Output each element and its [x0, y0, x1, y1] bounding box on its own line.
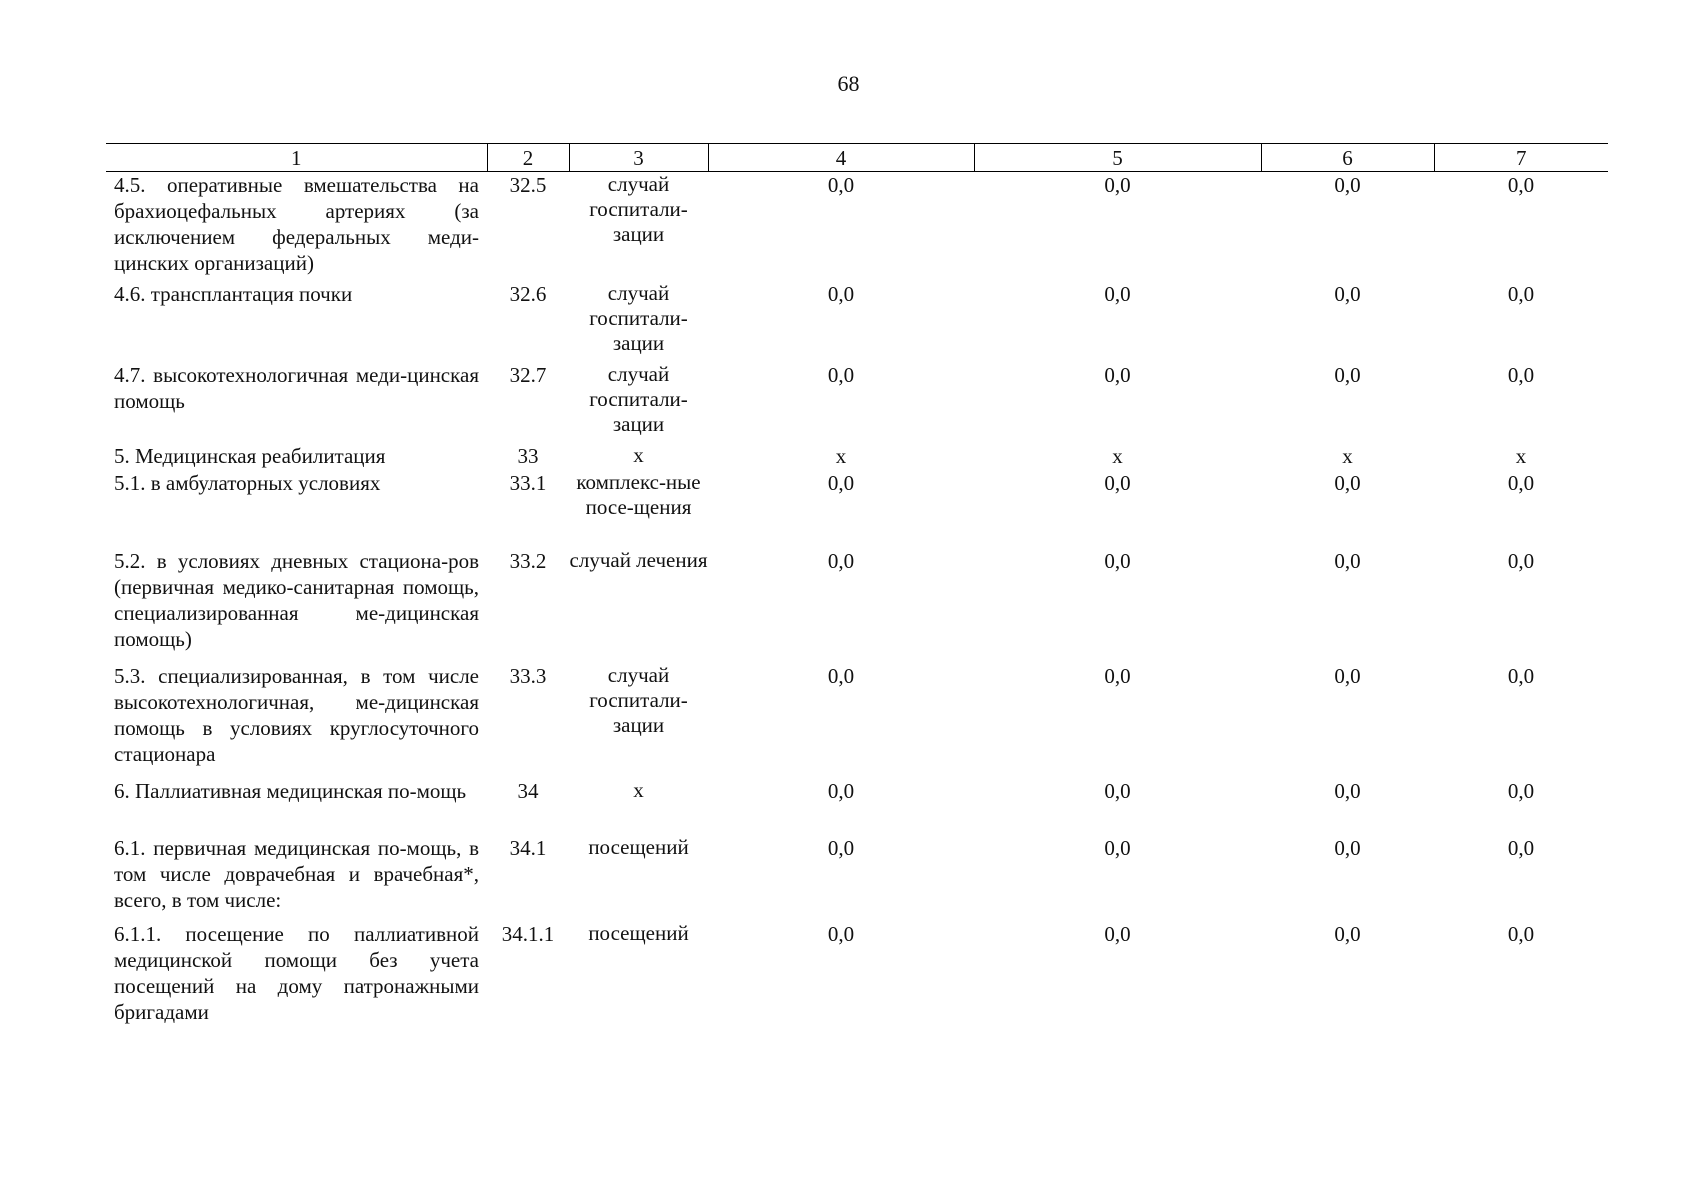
table-row [106, 470, 1608, 548]
row-value-5: 0,0 [1104, 281, 1131, 306]
row-value-4: х [835, 443, 847, 468]
table-row [106, 548, 1608, 663]
column-header-3: 3 [569, 144, 708, 172]
row-name: 6.1. первичная медицинская по-мощь, в том числе доврачебная и врачебная*, всего, в том числе: [114, 835, 479, 912]
row-value-7: 0,0 [1507, 281, 1535, 306]
row-value-4: 0,0 [827, 470, 855, 495]
row-name: 4.7. высокотехнологичная меди-цинская помощь [114, 362, 479, 413]
row-value-6: 0,0 [1334, 778, 1361, 803]
row-value-4: 0,0 [827, 835, 855, 860]
data-table [106, 143, 1608, 1033]
row-unit: случай госпитали-зации [589, 172, 688, 246]
row-code: 34.1 [509, 835, 547, 860]
row-value-5: 0,0 [1104, 835, 1131, 860]
row-value-4: 0,0 [827, 281, 855, 306]
row-value-4: 0,0 [827, 362, 855, 387]
row-value-5: х [1112, 443, 1123, 468]
row-value-4: 0,0 [827, 173, 855, 197]
row-value-4: 0,0 [827, 778, 855, 803]
column-header-5: 5 [974, 144, 1261, 172]
row-unit: комплекс-ные посе-щения [576, 469, 701, 519]
row-code: 33.3 [509, 663, 547, 688]
row-value-5: 0,0 [1104, 173, 1131, 197]
row-name: 4.6. трансплантация почки [114, 281, 353, 306]
row-code: 34 [517, 778, 539, 803]
row-name: 5.1. в амбулаторных условиях [114, 470, 381, 495]
row-name: 6.1.1. посещение по паллиативной медицинской помощи без учета посещений на дому патронажными бригадами [114, 921, 479, 1024]
row-value-4: 0,0 [827, 663, 855, 688]
row-code: 33 [517, 443, 539, 468]
row-value-7: 0,0 [1507, 778, 1535, 803]
row-value-6: 0,0 [1334, 362, 1361, 387]
table-header-row [106, 144, 1608, 172]
row-value-5: 0,0 [1104, 548, 1131, 573]
row-value-6: х [1342, 443, 1353, 468]
row-unit: посещений [588, 920, 689, 945]
row-value-7: 0,0 [1507, 173, 1535, 197]
row-value-6: 0,0 [1334, 470, 1361, 495]
row-value-7: 0,0 [1507, 362, 1535, 387]
table-row [106, 172, 1608, 281]
row-value-7: 0,0 [1507, 470, 1535, 495]
row-unit: случай госпитали-зации [589, 361, 688, 436]
row-name: 5.2. в условиях дневных стациона-ров (первичная медико-санитарная помощь, специализированная ме-дицинская помощь) [114, 548, 479, 651]
row-code: 33.2 [509, 548, 547, 573]
row-unit: случай госпитали-зации [589, 280, 688, 355]
table-row [106, 778, 1608, 835]
table-row [106, 921, 1608, 1033]
row-name: 4.5. оперативные вмешательства на брахиоцефальных артериях (за исключением федеральных меди-цинских организаций) [114, 173, 479, 275]
row-value-6: 0,0 [1334, 548, 1361, 573]
table-row [106, 362, 1608, 443]
row-unit: случай лечения [569, 547, 708, 572]
row-value-6: 0,0 [1334, 281, 1361, 306]
row-unit: посещений [588, 834, 689, 859]
row-code: 32.6 [509, 281, 547, 306]
page-number: 68 [837, 71, 860, 96]
row-value-7: 0,0 [1507, 921, 1535, 946]
column-header-1: 1 [106, 144, 487, 172]
row-value-5: 0,0 [1104, 921, 1131, 946]
row-name: 5. Медицинская реабилитация [114, 443, 386, 468]
row-value-4: 0,0 [827, 548, 855, 573]
row-value-4: 0,0 [827, 921, 855, 946]
table-row [106, 663, 1608, 778]
column-header-7: 7 [1434, 144, 1608, 172]
row-code: 32.5 [509, 173, 547, 197]
row-value-5: 0,0 [1104, 362, 1131, 387]
row-value-5: 0,0 [1104, 778, 1131, 803]
row-value-6: 0,0 [1334, 663, 1361, 688]
column-header-4: 4 [708, 144, 974, 172]
row-code: 34.1.1 [501, 921, 555, 946]
row-value-6: 0,0 [1334, 921, 1361, 946]
table-row [106, 443, 1608, 470]
row-value-5: 0,0 [1104, 470, 1131, 495]
row-value-6: 0,0 [1334, 835, 1361, 860]
row-value-7: 0,0 [1507, 663, 1535, 688]
column-header-6: 6 [1261, 144, 1434, 172]
row-value-7: 0,0 [1507, 835, 1535, 860]
row-code: 32.7 [509, 362, 547, 387]
row-unit: случай госпитали-зации [589, 662, 688, 737]
table-row [106, 281, 1608, 362]
row-value-5: 0,0 [1104, 663, 1131, 688]
row-unit: х [633, 777, 644, 802]
row-name: 5.3. специализированная, в том числе высокотехнологичная, ме-дицинская помощь в условиях круглосуточного стационара [114, 663, 479, 766]
row-name: 6. Паллиативная медицинская по-мощь [114, 778, 467, 803]
row-code: 33.1 [509, 470, 547, 495]
row-value-7: х [1515, 443, 1527, 468]
row-value-6: 0,0 [1334, 173, 1361, 197]
column-header-2: 2 [487, 144, 569, 172]
row-value-7: 0,0 [1507, 548, 1535, 573]
table-row [106, 835, 1608, 921]
row-unit: х [633, 442, 644, 467]
